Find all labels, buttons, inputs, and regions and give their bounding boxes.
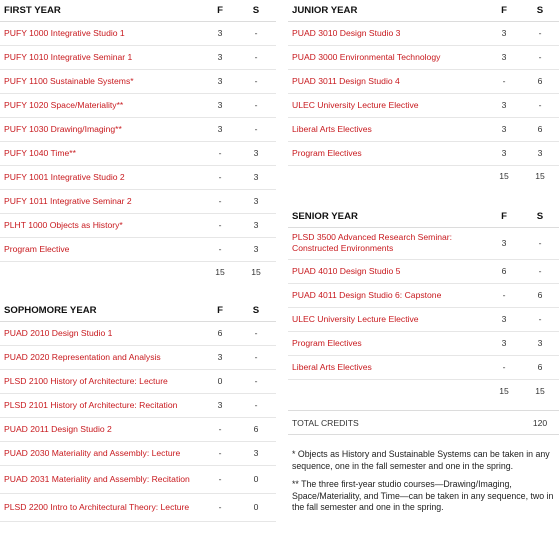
fall-header: F bbox=[204, 300, 236, 321]
table-row bbox=[288, 21, 559, 45]
spring-credits: 3 bbox=[236, 141, 276, 165]
fall-credits: - bbox=[204, 237, 236, 261]
course-link[interactable]: PUFY 1001 Integrative Studio 2 bbox=[0, 165, 204, 189]
spring-credits: - bbox=[521, 45, 559, 69]
course-link[interactable]: Program Electives bbox=[288, 331, 487, 355]
fall-credits: 3 bbox=[487, 141, 521, 165]
table-row bbox=[0, 141, 276, 165]
total-credits-value: 120 bbox=[521, 411, 559, 435]
spring-credits: 3 bbox=[236, 237, 276, 261]
spring-credits: 6 bbox=[521, 283, 559, 307]
table-row bbox=[0, 93, 276, 117]
fall-credits: 0 bbox=[204, 369, 236, 393]
table-row bbox=[0, 165, 276, 189]
table-row bbox=[288, 355, 559, 379]
junior-year-total-fall: 15 bbox=[499, 171, 509, 182]
fall-credits: - bbox=[204, 465, 236, 493]
fall-credits: 3 bbox=[487, 21, 521, 45]
course-link[interactable]: ULEC University Lecture Elective bbox=[288, 307, 487, 331]
spring-credits: 0 bbox=[236, 465, 276, 493]
table-row bbox=[0, 345, 276, 369]
table-row bbox=[288, 45, 559, 69]
course-link[interactable]: Liberal Arts Electives bbox=[288, 355, 487, 379]
course-link[interactable]: PLSD 2101 History of Architecture: Recitation bbox=[0, 393, 204, 417]
course-link[interactable]: PUAD 2031 Materiality and Assembly: Recitation bbox=[0, 465, 204, 493]
senior-year-title: SENIOR YEAR bbox=[288, 206, 487, 227]
spring-credits: 6 bbox=[521, 69, 559, 93]
spring-credits: - bbox=[236, 321, 276, 345]
spring-credits: 3 bbox=[521, 331, 559, 355]
table-row bbox=[0, 493, 276, 521]
table-row bbox=[0, 189, 276, 213]
course-link[interactable]: PUFY 1011 Integrative Seminar 2 bbox=[0, 189, 204, 213]
course-link[interactable]: PUAD 2011 Design Studio 2 bbox=[0, 417, 204, 441]
table-row bbox=[0, 321, 276, 345]
course-link[interactable]: PUAD 4010 Design Studio 5 bbox=[288, 259, 487, 283]
course-link[interactable]: PUFY 1030 Drawing/Imaging** bbox=[0, 117, 204, 141]
total-credits-label: TOTAL CREDITS bbox=[288, 411, 487, 435]
spring-header: S bbox=[236, 300, 276, 321]
course-link[interactable]: PUAD 3000 Environmental Technology bbox=[288, 45, 487, 69]
spring-credits: - bbox=[236, 93, 276, 117]
sophomore-year-title: SOPHOMORE YEAR bbox=[0, 300, 204, 321]
table-row bbox=[288, 117, 559, 141]
fall-credits: - bbox=[204, 141, 236, 165]
course-link[interactable]: PUAD 2010 Design Studio 1 bbox=[0, 321, 204, 345]
table-row bbox=[0, 237, 276, 261]
footnotes bbox=[288, 449, 559, 514]
course-link[interactable]: PUAD 4011 Design Studio 6: Capstone bbox=[288, 283, 487, 307]
spring-credits: 0 bbox=[236, 493, 276, 521]
table-row bbox=[0, 45, 276, 69]
spring-credits: - bbox=[521, 259, 559, 283]
course-link[interactable]: PUAD 2030 Materiality and Assembly: Lecture bbox=[0, 441, 204, 465]
fall-credits: 3 bbox=[204, 117, 236, 141]
spring-header: S bbox=[521, 206, 559, 227]
fall-credits: 3 bbox=[204, 93, 236, 117]
spring-header: S bbox=[236, 0, 276, 21]
spring-credits: 6 bbox=[521, 117, 559, 141]
table-row bbox=[288, 93, 559, 117]
fall-credits: - bbox=[204, 493, 236, 521]
course-link[interactable]: PLSD 2200 Intro to Architectural Theory: Lecture bbox=[0, 493, 204, 521]
spring-credits: 3 bbox=[236, 213, 276, 237]
fall-credits: 6 bbox=[204, 321, 236, 345]
fall-credits: - bbox=[487, 355, 521, 379]
spring-credits: - bbox=[236, 393, 276, 417]
course-link[interactable]: PUAD 3010 Design Studio 3 bbox=[288, 21, 487, 45]
table-row bbox=[288, 331, 559, 355]
left-column bbox=[0, 0, 276, 522]
fall-credits: 3 bbox=[487, 45, 521, 69]
spring-header: S bbox=[521, 0, 559, 21]
fall-credits: - bbox=[204, 213, 236, 237]
total-credits-table bbox=[288, 410, 559, 435]
fall-header: F bbox=[204, 0, 236, 21]
table-row bbox=[288, 307, 559, 331]
table-row bbox=[288, 69, 559, 93]
course-link[interactable]: PUAD 2020 Representation and Analysis bbox=[0, 345, 204, 369]
table-row bbox=[0, 21, 276, 45]
sophomore-year-table bbox=[0, 300, 276, 522]
spring-credits: - bbox=[236, 69, 276, 93]
spring-credits: - bbox=[521, 307, 559, 331]
fall-credits: 3 bbox=[487, 93, 521, 117]
table-row bbox=[0, 117, 276, 141]
fall-credits: 3 bbox=[204, 393, 236, 417]
course-link[interactable]: PUFY 1040 Time** bbox=[0, 141, 204, 165]
course-link[interactable]: PLHT 1000 Objects as History* bbox=[0, 213, 204, 237]
spring-credits: - bbox=[521, 21, 559, 45]
fall-credits: - bbox=[204, 417, 236, 441]
fall-credits: 6 bbox=[487, 259, 521, 283]
fall-credits: - bbox=[204, 189, 236, 213]
table-row bbox=[288, 283, 559, 307]
senior-year-total-fall: 15 bbox=[499, 385, 509, 396]
spring-credits: 3 bbox=[236, 441, 276, 465]
table-row bbox=[288, 141, 559, 165]
first-year-table bbox=[0, 0, 276, 283]
spring-credits: 6 bbox=[521, 355, 559, 379]
course-link[interactable]: PUAD 3011 Design Studio 4 bbox=[288, 69, 487, 93]
course-link[interactable]: PUFY 1000 Integrative Studio 1 bbox=[0, 21, 204, 45]
spring-credits: - bbox=[521, 93, 559, 117]
footnote-1: * Objects as History and Sustainable Systems can be taken in any sequence, one in the fall semester and one in the spring. bbox=[292, 449, 550, 471]
spring-credits: 6 bbox=[236, 417, 276, 441]
table-row bbox=[0, 417, 276, 441]
fall-header: F bbox=[487, 206, 521, 227]
course-link[interactable]: Program Electives bbox=[288, 141, 487, 165]
junior-year-table bbox=[288, 0, 559, 187]
fall-credits: 3 bbox=[204, 21, 236, 45]
course-link[interactable]: Liberal Arts Electives bbox=[288, 117, 487, 141]
spring-credits: 3 bbox=[521, 141, 559, 165]
course-link[interactable]: Program Elective bbox=[0, 237, 204, 261]
fall-credits: 3 bbox=[204, 69, 236, 93]
fall-header: F bbox=[487, 0, 521, 21]
fall-credits: 3 bbox=[487, 117, 521, 141]
fall-credits: 3 bbox=[204, 345, 236, 369]
fall-credits: 3 bbox=[487, 227, 521, 259]
fall-credits: 3 bbox=[487, 307, 521, 331]
table-row bbox=[288, 227, 559, 259]
table-row bbox=[0, 69, 276, 93]
fall-credits: - bbox=[204, 165, 236, 189]
course-link[interactable]: PLSD 2100 History of Architecture: Lecture bbox=[0, 369, 204, 393]
course-link[interactable]: ULEC University Lecture Elective bbox=[288, 93, 487, 117]
right-column bbox=[288, 0, 559, 521]
spring-credits: - bbox=[521, 227, 559, 259]
table-row bbox=[0, 465, 276, 493]
senior-year-total-spring: 15 bbox=[535, 385, 545, 396]
table-row bbox=[0, 393, 276, 417]
spring-credits: - bbox=[236, 117, 276, 141]
first-year-total-spring: 15 bbox=[251, 267, 261, 278]
fall-credits: 3 bbox=[487, 331, 521, 355]
course-link[interactable]: PLSD 3500 Advanced Research Seminar: Constructed Environments bbox=[288, 227, 487, 259]
table-row bbox=[0, 369, 276, 393]
spring-credits: - bbox=[236, 345, 276, 369]
junior-year-total-spring: 15 bbox=[535, 171, 545, 182]
spring-credits: - bbox=[236, 21, 276, 45]
spring-credits: - bbox=[236, 369, 276, 393]
senior-year-table bbox=[288, 206, 559, 402]
junior-year-title: JUNIOR YEAR bbox=[288, 0, 487, 21]
table-row bbox=[0, 213, 276, 237]
fall-credits: - bbox=[487, 69, 521, 93]
table-row bbox=[0, 441, 276, 465]
fall-credits: 3 bbox=[204, 45, 236, 69]
spring-credits: - bbox=[236, 45, 276, 69]
spring-credits: 3 bbox=[236, 165, 276, 189]
fall-credits: - bbox=[487, 283, 521, 307]
footnote-2: ** The three first-year studio courses—Drawing/Imaging, Space/Materiality, and Time—can be taken in any sequence, two in the fall semester and one in the spring. bbox=[292, 479, 554, 512]
table-row bbox=[288, 259, 559, 283]
fall-credits: - bbox=[204, 441, 236, 465]
first-year-total-fall: 15 bbox=[215, 267, 225, 278]
course-link[interactable]: PUFY 1100 Sustainable Systems* bbox=[0, 69, 204, 93]
course-link[interactable]: PUFY 1020 Space/Materiality** bbox=[0, 93, 204, 117]
course-link[interactable]: PUFY 1010 Integrative Seminar 1 bbox=[0, 45, 204, 69]
spring-credits: 3 bbox=[236, 189, 276, 213]
first-year-title: FIRST YEAR bbox=[0, 0, 204, 21]
